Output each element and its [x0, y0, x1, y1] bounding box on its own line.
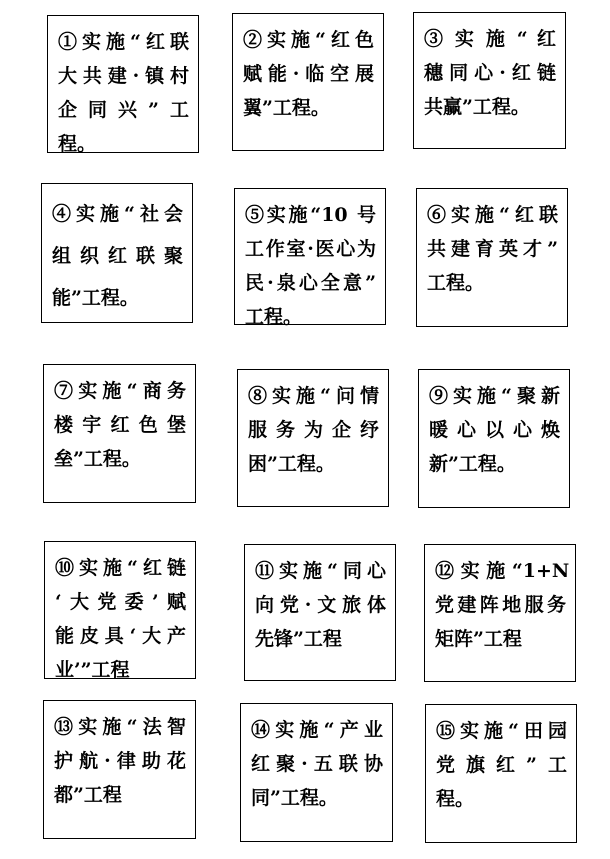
project-text-line: 赋能·临空展	[243, 63, 374, 85]
project-text-line: 困”工程。	[248, 453, 335, 475]
project-text-line: ③ 实 施 “ 红	[424, 28, 556, 50]
project-text-line: 暖心以心焕	[429, 419, 560, 441]
project-text-line: 翼”工程。	[243, 97, 330, 119]
project-box-11	[244, 544, 396, 681]
project-box-8	[237, 369, 389, 507]
project-text-line: 向党·文旅体	[255, 594, 386, 616]
project-box-5	[234, 188, 386, 328]
project-box-14	[240, 703, 393, 842]
project-text-line: ⑭实施“产业	[251, 719, 383, 741]
project-text-line: 楼宇红色堡	[54, 414, 186, 436]
project-text-line: 垒”工程。	[54, 448, 141, 470]
project-text-line: ⑤实施“10 号	[245, 204, 376, 226]
project-text-line: 组织红联聚	[52, 245, 183, 267]
project-text-line: ⑩实施“红链	[55, 557, 186, 579]
project-text-line: 企同兴”工	[58, 99, 189, 121]
project-text-line: 服务为企纾	[248, 419, 379, 441]
project-text-line: 工作室·医心为	[245, 238, 376, 260]
project-box-1	[47, 15, 199, 153]
project-text-line: ‘大党委’赋	[55, 591, 186, 613]
project-text-line: 大共建·镇村	[58, 65, 189, 87]
project-box-15	[425, 704, 577, 843]
project-text-line: ①实施“红联	[58, 31, 189, 53]
project-text-line: 共赢”工程。	[424, 96, 530, 118]
project-text-line: 工程。	[427, 272, 485, 294]
project-text-line: ⑮实施“田园	[436, 720, 567, 742]
project-box-9	[418, 369, 570, 508]
project-text-line: 同”工程。	[251, 787, 338, 809]
project-text-line: ⑪实施“同心	[255, 560, 386, 582]
project-text-line: ⑥实施“红联	[427, 204, 558, 226]
project-box-12	[424, 544, 576, 682]
project-text-line: 程。	[436, 788, 475, 810]
project-text-line: 党旗红”工	[436, 754, 567, 776]
project-text-line: 先锋”工程	[255, 628, 342, 650]
project-text-line: ⑫ 实 施 “1+N	[435, 560, 570, 582]
project-text-line: 业’”工程	[55, 659, 130, 681]
project-box-2	[232, 13, 384, 151]
project-text-line: 能”工程。	[52, 287, 139, 309]
project-text-line: 共建育英才”	[427, 238, 558, 260]
project-text-line: ⑦实施“商务	[54, 380, 186, 402]
project-text-line: 工程。	[245, 306, 303, 328]
project-text-line: 新”工程。	[429, 453, 516, 475]
project-text-line: 都”工程	[54, 784, 122, 806]
project-text-line: 穗同心·红链	[424, 62, 556, 84]
project-text-line: ④实施“社会	[52, 203, 183, 225]
project-box-4	[41, 183, 193, 323]
project-box-10	[44, 541, 196, 679]
project-text-line: 护航·律助花	[54, 750, 186, 772]
project-box-3	[413, 12, 566, 149]
project-text-line: ⑧实施“问情	[248, 385, 379, 407]
project-text-line: 能皮具‘大产	[55, 625, 186, 647]
project-box-7	[43, 364, 196, 503]
project-box-13	[43, 700, 196, 839]
project-text-line: ⑨实施“聚新	[429, 385, 560, 407]
project-text-line: ⑬实施“法智	[54, 716, 186, 738]
project-text-line: 矩阵”工程	[435, 628, 522, 650]
project-text-line: 民·泉心全意”	[245, 272, 376, 294]
project-box-6	[416, 188, 568, 327]
project-text-line: ②实施“红色	[243, 29, 374, 51]
project-text-line: 程。	[58, 133, 97, 155]
project-text-line: 党建阵地服务	[435, 594, 566, 616]
project-text-line: 红聚·五联协	[251, 753, 383, 775]
